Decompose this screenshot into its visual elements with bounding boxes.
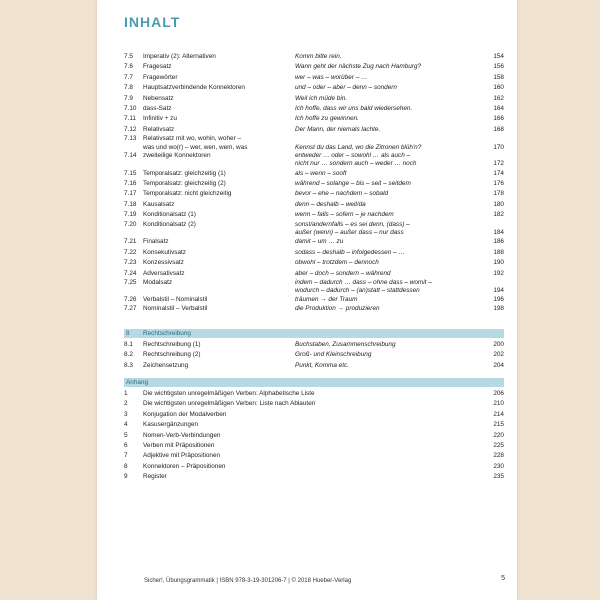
entry-page: 210 [493, 400, 504, 408]
toc-entry [124, 248, 504, 258]
entry-title: Infinitiv + zu [143, 115, 177, 123]
entry-example: nicht nur … sondern auch – weder … noch [295, 160, 417, 168]
entry-title: Konditionalsatz (1) [143, 211, 196, 219]
entry-example: Groß- und Kleinschreibung [295, 351, 372, 359]
entry-number: 7.7 [124, 73, 133, 81]
toc-entry [124, 160, 504, 168]
toc-entry [124, 420, 504, 430]
entry-example: Kennst du das Land, wo die Zitronen blüh'n? [295, 143, 422, 151]
toc-entry [124, 94, 504, 104]
entry-page: 192 [493, 269, 504, 277]
toc-section-8 [124, 340, 504, 371]
entry-title: Die wichtigsten unregelmäßigen Verben: Alphabetische Liste [143, 390, 315, 397]
entry-title: Kasusergänzungen [143, 421, 199, 429]
toc-entry [124, 296, 504, 304]
entry-example: Weil ich müde bin. [295, 94, 348, 102]
entry-title: Verbalstil – Nominalstil [143, 295, 208, 303]
entry-page: 225 [493, 441, 504, 449]
entry-page: 182 [493, 211, 504, 219]
entry-example: wenn – falls – sofern – je nachdem [295, 211, 394, 219]
entry-title: Temporalsatz: gleichzeitig (2) [143, 180, 226, 188]
toc-entry [124, 304, 504, 314]
entry-page: 174 [493, 169, 504, 177]
entry-example: träumen → der Traum [295, 295, 358, 303]
toc-entry [124, 389, 504, 399]
section-title: Rechtschreibung [143, 330, 191, 337]
entry-title: Nominalstil – Verbalstil [143, 305, 208, 313]
toc-entry [124, 169, 504, 179]
entry-page: 198 [493, 305, 504, 313]
entry-title: Nebensatz [143, 94, 174, 102]
entry-example: als – wenn – sooft [295, 169, 347, 177]
entry-page: 220 [493, 431, 504, 439]
entry-number: 7.24 [124, 269, 137, 277]
entry-example: Ich hoffe zu gewinnen. [295, 115, 359, 123]
toc-entry [124, 221, 504, 229]
entry-number: 9 [124, 473, 128, 481]
section-header-anhang [124, 378, 504, 387]
toc-section-7 [124, 52, 504, 315]
entry-page: 170 [493, 143, 504, 151]
entry-number: 7.6 [124, 63, 133, 71]
entry-number: 7.14 [124, 151, 137, 159]
entry-number: 7.26 [124, 295, 137, 303]
entry-title: Temporalsatz: nicht gleichzeitig [143, 190, 232, 198]
entry-title: Konsekutivsatz [143, 248, 186, 256]
toc-entry [124, 269, 504, 279]
toc-entry [124, 62, 504, 72]
toc-entry [124, 451, 504, 461]
toc-entry [124, 104, 504, 114]
entry-title: dass-Satz [143, 104, 172, 112]
entry-title: Nomen-Verb-Verbindungen [143, 431, 221, 439]
entry-number: 4 [124, 421, 128, 429]
entry-page: 158 [493, 73, 504, 81]
entry-page: 188 [493, 248, 504, 256]
entry-page: 194 [493, 287, 504, 295]
entry-number: 7.12 [124, 125, 137, 133]
entry-title: Konzessivsatz [143, 259, 184, 267]
entry-page: 214 [493, 410, 504, 418]
entry-example: die Produktion → produzieren [295, 305, 380, 313]
toc-entry [124, 179, 504, 189]
entry-number: 7.15 [124, 169, 137, 177]
entry-example: denn – deshalb – weil/da [295, 200, 366, 208]
entry-title: Fragewörter [143, 73, 178, 81]
page-title: INHALT [124, 14, 181, 30]
entry-page: 215 [493, 421, 504, 429]
entry-number: 7.8 [124, 84, 133, 92]
entry-page: 186 [493, 238, 504, 246]
entry-example: bevor – ehe – nachdem – sobald [295, 190, 389, 198]
entry-number: 7.10 [124, 104, 137, 112]
entry-number: 8.3 [124, 361, 133, 369]
entry-number: 7.13 [124, 135, 137, 143]
entry-number: 7.18 [124, 200, 137, 208]
toc-entry [124, 340, 504, 350]
entry-number: 2 [124, 400, 128, 408]
entry-number: 7.20 [124, 220, 137, 228]
entry-page: 196 [493, 295, 504, 303]
entry-number: 7.17 [124, 190, 137, 198]
entry-title: zweiteilige Konnektoren [143, 151, 211, 159]
toc-entry [124, 472, 504, 482]
entry-page: 172 [493, 160, 504, 168]
toc-entry [124, 189, 504, 199]
entry-title: Verben mit Präpositionen [143, 441, 215, 449]
entry-number: 7.19 [124, 211, 137, 219]
toc-entry [124, 73, 504, 83]
toc-entry [124, 399, 504, 409]
entry-page: 154 [493, 53, 504, 60]
entry-number: 7.16 [124, 180, 137, 188]
entry-example: Wann geht der nächste Zug nach Hamburg? [295, 63, 421, 71]
toc-entry [124, 237, 504, 247]
toc-entry [124, 350, 504, 360]
entry-page: 176 [493, 180, 504, 188]
entry-example: aber – doch – sondern – während [295, 269, 391, 277]
entry-title: Imperativ (2): Alternativen [143, 53, 216, 60]
entry-example: Punkt, Komma etc. [295, 361, 349, 369]
page-number: 5 [501, 575, 505, 582]
toc-entry [124, 410, 504, 420]
entry-number: 5 [124, 431, 128, 439]
entry-example: und – oder – aber – denn – sondern [295, 84, 397, 92]
entry-page: 166 [493, 115, 504, 123]
entry-number: 8 [124, 462, 128, 470]
entry-example: sodass – deshalb – infolgedessen – … [295, 248, 405, 256]
entry-number: 7.11 [124, 115, 136, 123]
entry-number: 8.1 [124, 341, 133, 348]
entry-page: 180 [493, 200, 504, 208]
entry-page: 204 [493, 361, 504, 369]
section-header-rechtschreibung [124, 329, 504, 338]
entry-number: 3 [124, 410, 128, 418]
entry-example: damit – um … zu [295, 238, 344, 246]
toc-entry [124, 431, 504, 441]
entry-example: obwohl – trotzdem – dennoch [295, 259, 379, 267]
entry-number: 8.2 [124, 351, 133, 359]
entry-page: 190 [493, 259, 504, 267]
entry-number: 7 [124, 452, 128, 460]
book-page [97, 0, 517, 600]
entry-number: 7.23 [124, 259, 137, 267]
entry-example: während – solange – bis – seit – seitdem [295, 180, 411, 188]
entry-page: 178 [493, 190, 504, 198]
entry-page: 162 [493, 94, 504, 102]
toc-entry [124, 441, 504, 451]
entry-title: Temporalsatz: gleichzeitig (1) [143, 169, 226, 177]
entry-title: Adversativsatz [143, 269, 185, 277]
entry-example: Ich hoffe, dass wir uns bald wiedersehen. [295, 104, 413, 112]
entry-title: Fragesatz [143, 63, 172, 71]
entry-title: Finalsatz [143, 238, 169, 246]
toc-entry [124, 144, 504, 152]
toc-anhang [124, 389, 504, 483]
toc-entry [124, 361, 504, 371]
toc-entry [124, 258, 504, 268]
entry-example: außer (wenn) – außer dass – nur dass [295, 229, 404, 237]
section-number: 8 [126, 330, 130, 337]
entry-title: Rechtschreibung (1) [143, 341, 201, 348]
entry-example: wodurch – dadurch – (an)statt – stattdessen [295, 287, 420, 295]
entry-number: 7.21 [124, 238, 137, 246]
toc-entry [124, 125, 504, 135]
entry-page: 235 [493, 473, 504, 481]
entry-number: 7.27 [124, 305, 137, 313]
entry-number: 7.5 [124, 53, 133, 60]
entry-title: Relativsatz [143, 125, 175, 133]
entry-title: was und wo(r) – wer, wen, wem, was [143, 143, 248, 151]
entry-page: 228 [493, 452, 504, 460]
entry-title: Konnektoren – Präpositionen [143, 462, 226, 470]
toc-entry [124, 279, 504, 287]
toc-entry [124, 200, 504, 210]
entry-title: Kausalsatz [143, 200, 175, 208]
toc-entry [124, 210, 504, 220]
section-title: Anhang [126, 379, 149, 386]
entry-title: Konditionalsatz (2) [143, 220, 196, 228]
toc-entry [124, 229, 504, 237]
entry-number: 7.22 [124, 248, 137, 256]
entry-title: Register [143, 473, 167, 481]
entry-example: indem – dadurch … dass – ohne dass – womit – [295, 278, 432, 286]
entry-example: Komm bitte rein. [295, 53, 342, 60]
entry-number: 1 [124, 390, 128, 397]
entry-number: 6 [124, 441, 128, 449]
toc-entry [124, 462, 504, 472]
entry-page: 160 [493, 84, 504, 92]
entry-number: 7.25 [124, 278, 137, 286]
entry-title: Adjektive mit Präpositionen [143, 452, 221, 460]
entry-title: Rechtschreibung (2) [143, 351, 201, 359]
entry-page: 168 [493, 125, 504, 133]
entry-example: wer – was – worüber – … [295, 73, 368, 81]
entry-example: entweder … oder – sowohl … als auch – [295, 151, 411, 159]
entry-example: sonst/andernfalls – es sei denn, (dass) – [295, 220, 410, 228]
toc-entry [124, 152, 504, 160]
entry-page: 200 [493, 341, 504, 348]
toc-entry [124, 287, 504, 295]
entry-page: 156 [493, 63, 504, 71]
entry-page: 202 [493, 351, 504, 359]
toc-entry [124, 114, 504, 124]
entry-title: Zeichensetzung [143, 361, 189, 369]
entry-title: Modalsatz [143, 278, 173, 286]
toc-entry [124, 135, 504, 143]
entry-title: Hauptsatzverbindende Konnektoren [143, 84, 245, 92]
toc-entry [124, 83, 504, 93]
toc-entry [124, 52, 504, 62]
entry-page: 230 [493, 462, 504, 470]
entry-number: 7.9 [124, 94, 133, 102]
entry-page: 184 [493, 229, 504, 237]
entry-example: Buchstaben, Zusammenschreibung [295, 341, 396, 348]
entry-title: Die wichtigsten unregelmäßigen Verben: Liste nach Ablauten [143, 400, 316, 408]
page-footer: Sicher!, Übungsgrammatik | ISBN 978-3-19-301206-7 | © 2018 Hueber-Verlag [144, 578, 352, 584]
entry-title: Konjugation der Modalverben [143, 410, 227, 418]
entry-page: 164 [493, 104, 504, 112]
entry-page: 206 [493, 390, 504, 397]
entry-title: Relativsatz mit wo, wohin, woher – [143, 135, 242, 143]
entry-example: Der Mann, der niemals lachte. [295, 125, 381, 133]
